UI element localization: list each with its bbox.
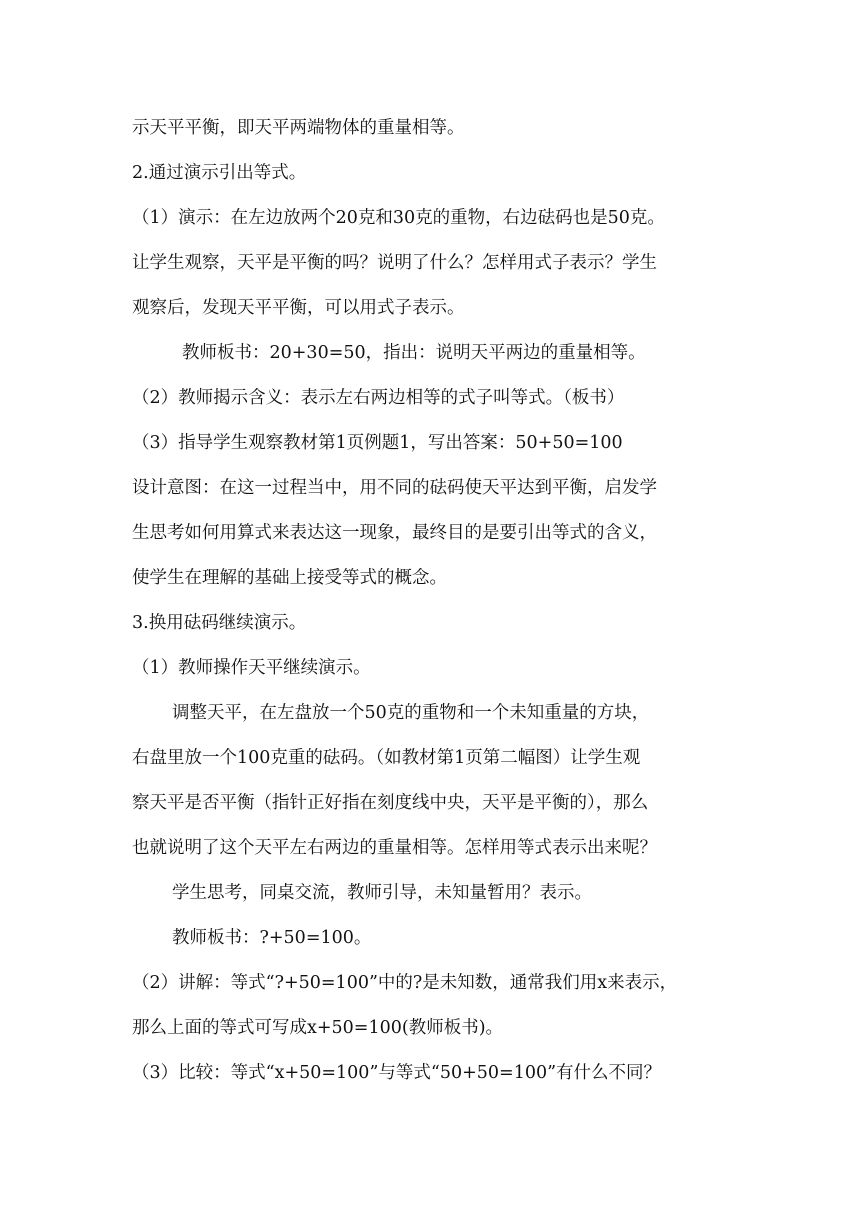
text-line: （1）教师操作天平继续演示。 — [132, 658, 371, 678]
text-line: 观察后，发现天平平衡，可以用式子表示。 — [132, 298, 465, 318]
text-line: 察天平是否平衡（指针正好指在刻度线中央，天平是平衡的），那么 — [132, 793, 649, 813]
text-line: 示天平平衡，即天平两端物体的重量相等。 — [132, 118, 465, 138]
section-heading: 3.换用砝码继续演示。 — [132, 613, 307, 633]
text-line: （2）讲解：等式“?+50=100”中的?是未知数，通常我们用x来表示， — [132, 973, 678, 993]
text-line: 教师板书：20+30=50，指出：说明天平两边的重量相等。 — [182, 343, 646, 363]
text-line: （3）指导学生观察教材第1页例题1，写出答案：50+50=100 — [132, 433, 623, 453]
text-line: （2）教师揭示含义：表示左右两边相等的式子叫等式。（板书） — [132, 388, 625, 408]
section-heading: 2.通过演示引出等式。 — [132, 163, 307, 183]
text-line: 生思考如何用算式来表达这一现象，最终目的是要引出等式的含义， — [132, 523, 657, 543]
text-line: 那么上面的等式可写成x+50=100(教师板书)。 — [132, 1018, 504, 1038]
text-line: 设计意图：在这一过程当中，用不同的砝码使天平达到平衡，启发学 — [132, 478, 657, 498]
text-line: 右盘里放一个100克重的砝码。（如教材第1页第二幅图）让学生观 — [132, 748, 641, 768]
text-line: 让学生观察，天平是平衡的吗？说明了什么？怎样用式子表示？学生 — [132, 253, 657, 273]
text-line: 使学生在理解的基础上接受等式的概念。 — [132, 568, 447, 588]
text-line: （1）演示：在左边放两个20克和30克的重物，右边砝码也是50克。 — [132, 208, 665, 228]
text-line: 也就说明了这个天平左右两边的重量相等。怎样用等式表示出来呢？ — [132, 838, 657, 858]
text-line: 调整天平，在左盘放一个50克的重物和一个未知重量的方块， — [172, 703, 650, 723]
text-line: 教师板书：?+50=100。 — [172, 928, 372, 948]
text-line: 学生思考，同桌交流，教师引导，未知量暂用？表示。 — [172, 883, 592, 903]
text-line: （3）比较：等式“x+50=100”与等式“50+50=100”有什么不同？ — [132, 1063, 662, 1083]
